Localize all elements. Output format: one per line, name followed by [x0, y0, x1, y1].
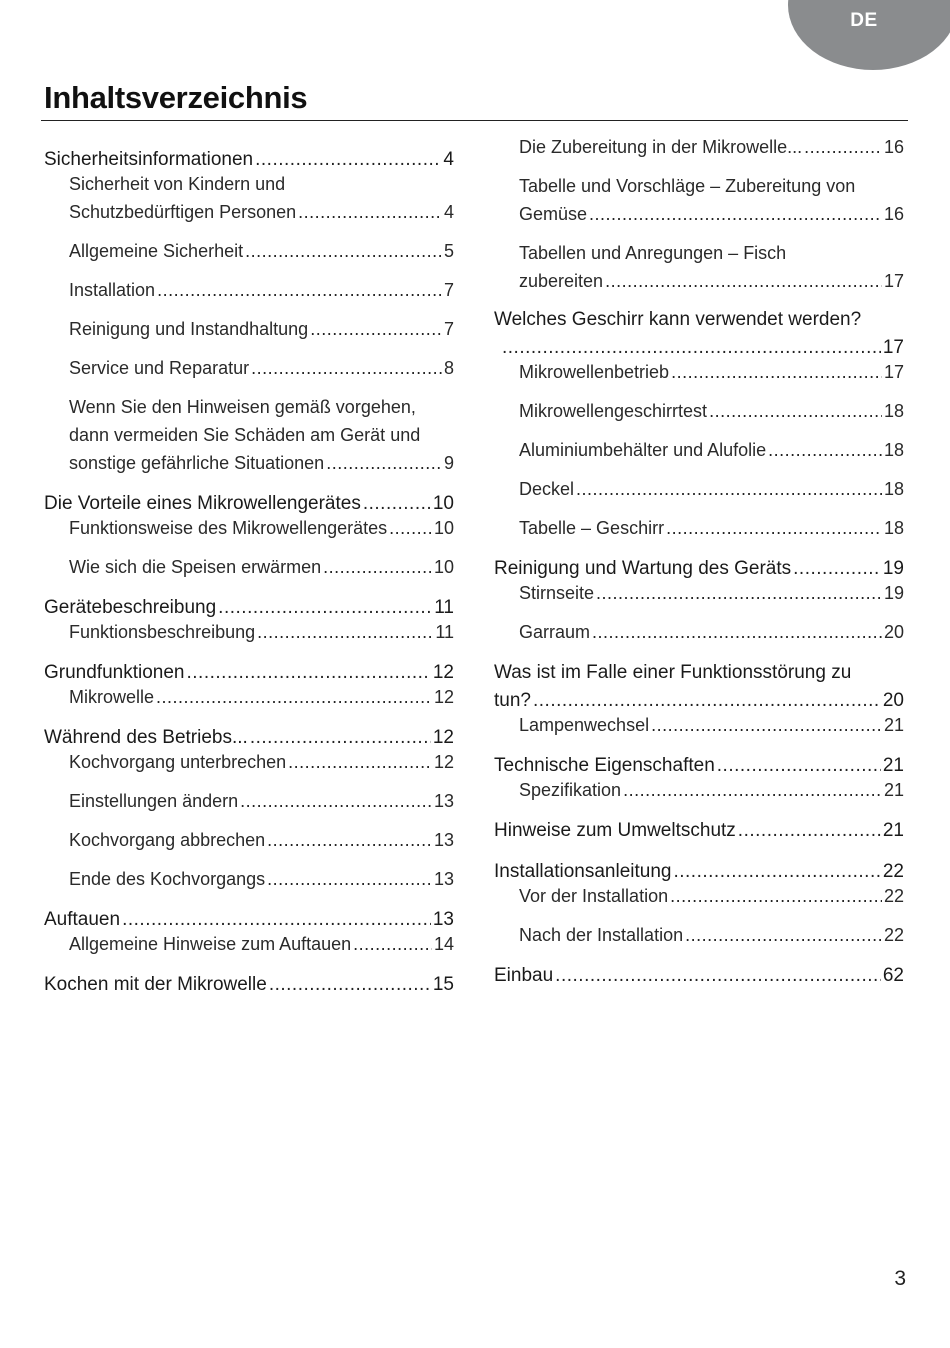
toc-page-number: 9	[443, 453, 454, 473]
toc-page-number: 17	[883, 362, 904, 382]
toc-entry-spezifikation[interactable]: Spezifikation ..... 21	[519, 776, 904, 804]
toc-page-number: 19	[883, 583, 904, 603]
toc-entry-installationsanleitung[interactable]: Installationsanleitung ..... 22	[494, 858, 904, 886]
toc-page-number: 17	[882, 337, 904, 358]
toc-right-column	[494, 133, 904, 990]
toc-entry-umweltschutz[interactable]: Hinweise zum Umweltschutz ..... 21	[494, 817, 904, 845]
toc-page-number: 19	[882, 558, 904, 579]
toc-page-number: 18	[883, 518, 904, 538]
toc-entry-hinweise-auftauen[interactable]: Allgemeine Hinweise zum Auftauen ..... 14	[69, 930, 454, 958]
toc-page-number: 4	[443, 202, 454, 222]
toc-entry-mikrowellengeschirrtest[interactable]: Mikrowellengeschirrtest ..... 18	[519, 397, 904, 425]
toc-page-number: 4	[443, 149, 454, 170]
toc-entry-installation[interactable]: Installation ..... 7	[69, 276, 454, 304]
toc-page-number: 16	[883, 204, 904, 224]
toc-entry-fisch-zubereiten[interactable]: Tabellen und Anregungen – Fisch zubereiten ..... 17	[519, 239, 904, 295]
page-number: 3	[894, 1267, 906, 1290]
toc-entry-zubereitung-mikrowelle[interactable]: Die Zubereitung in der Mikrowelle... ..... 16	[519, 133, 904, 161]
toc-entry-stirnseite[interactable]: Stirnseite ..... 19	[519, 579, 904, 607]
toc-entry-funktionsweise[interactable]: Funktionsweise des Mikrowellengerätes ..... 10	[69, 514, 454, 542]
toc-page-number: 13	[433, 791, 454, 811]
toc-entry-sicherheit-kinder[interactable]: Sicherheit von Kindern und Schutzbedürftigen Personen ..... 4	[69, 170, 454, 226]
toc-left-column	[44, 146, 454, 999]
toc-entry-speisen-erwaermen[interactable]: Wie sich die Speisen erwärmen ..... 10	[69, 553, 454, 581]
toc-page-number: 8	[443, 358, 454, 378]
toc-entry-sicherheitsinformationen[interactable]: Sicherheitsinformationen ..... 4	[44, 146, 454, 174]
toc-entry-grundfunktionen[interactable]: Grundfunktionen ..... 12	[44, 659, 454, 687]
toc-entry-auftauen[interactable]: Auftauen ..... 13	[44, 906, 454, 934]
toc-page-number: 20	[882, 690, 904, 711]
toc-entry-nach-installation[interactable]: Nach der Installation ..... 22	[519, 921, 904, 949]
toc-page-number: 16	[883, 137, 904, 157]
toc-page-number: 12	[432, 727, 454, 748]
toc-entry-reinigung-wartung[interactable]: Reinigung und Wartung des Geräts ..... 19	[494, 555, 904, 583]
toc-entry-technische-eigenschaften[interactable]: Technische Eigenschaften ..... 21	[494, 752, 904, 780]
toc-entry-einstellungen-aendern[interactable]: Einstellungen ändern ..... 13	[69, 787, 454, 815]
toc-entry-kochen-mikrowelle[interactable]: Kochen mit der Mikrowelle ..... 15	[44, 971, 454, 999]
toc-entry-waehrend-betriebs[interactable]: Während des Betriebs... ..... 12	[44, 724, 454, 752]
toc-entry-funktionsstoerung[interactable]: Was ist im Falle einer Funktionsstörung zu tun? ..... 20	[494, 659, 904, 715]
toc-entry-tabelle-geschirr[interactable]: Tabelle – Geschirr ..... 18	[519, 514, 904, 542]
toc-entry-mikrowellenbetrieb[interactable]: Mikrowellenbetrieb ..... 17	[519, 358, 904, 386]
toc-entry-einbau[interactable]: Einbau ..... 62	[494, 962, 904, 990]
toc-page-number: 12	[433, 752, 454, 772]
toc-page-number: 13	[432, 909, 454, 930]
toc-entry-service-reparatur[interactable]: Service und Reparatur ..... 8	[69, 354, 454, 382]
toc-page-number: 21	[882, 755, 904, 776]
toc-entry-vorteile-mikrowellengeraet[interactable]: Die Vorteile eines Mikrowellengerätes ..... 10	[44, 490, 454, 518]
toc-page-number: 12	[432, 662, 454, 683]
toc-page-number: 18	[883, 479, 904, 499]
toc-page-number: 15	[432, 974, 454, 995]
toc-entry-aluminiumbehaelter[interactable]: Aluminiumbehälter und Alufolie ..... 18	[519, 436, 904, 464]
title-divider	[41, 120, 908, 121]
toc-page-number: 22	[882, 861, 904, 882]
toc-entry-vor-installation[interactable]: Vor der Installation ..... 22	[519, 882, 904, 910]
toc-page-number: 12	[433, 687, 454, 707]
language-label: DE	[850, 10, 878, 31]
toc-page-number: 62	[882, 965, 904, 986]
toc-page-number: 5	[443, 241, 454, 261]
toc-page-number: 10	[433, 518, 454, 538]
toc-page-number: 11	[435, 622, 454, 642]
toc-entry-kochvorgang-abbrechen[interactable]: Kochvorgang abbrechen ..... 13	[69, 826, 454, 854]
toc-page-number: 22	[883, 886, 904, 906]
toc-page-number: 18	[883, 440, 904, 460]
toc-page-number: 21	[883, 780, 904, 800]
toc-entry-zubereitung-gemuese[interactable]: Tabelle und Vorschläge – Zubereitung von Gemüse ..... 16	[519, 172, 904, 228]
toc-entry-welches-geschirr[interactable]: Welches Geschirr kann verwendet werden? ..... 17	[494, 306, 904, 362]
toc-page-number: 21	[883, 715, 904, 735]
toc-entry-hinweise-vorgehen[interactable]: Wenn Sie den Hinweisen gemäß vorgehen, dann vermeiden Sie Schäden am Gerät und sonstige gefährliche Situationen ..... 9	[69, 393, 454, 477]
toc-page-number: 21	[882, 820, 904, 841]
toc-page-number: 13	[433, 869, 454, 889]
toc-entry-funktionsbeschreibung[interactable]: Funktionsbeschreibung ..... 11	[69, 618, 454, 646]
toc-page-number: 10	[433, 557, 454, 577]
toc-entry-geraetebeschreibung[interactable]: Gerätebeschreibung ..... 11	[44, 594, 454, 622]
toc-entry-mikrowelle[interactable]: Mikrowelle ..... 12	[69, 683, 454, 711]
toc-entry-garraum[interactable]: Garraum ..... 20	[519, 618, 904, 646]
toc-page-number: 22	[883, 925, 904, 945]
toc-entry-deckel[interactable]: Deckel ..... 18	[519, 475, 904, 503]
toc-page-number: 13	[433, 830, 454, 850]
toc-entry-lampenwechsel[interactable]: Lampenwechsel ..... 21	[519, 711, 904, 739]
toc-page-number: 18	[883, 401, 904, 421]
toc-entry-kochvorgang-unterbrechen[interactable]: Kochvorgang unterbrechen ..... 12	[69, 748, 454, 776]
toc-page-number: 20	[883, 622, 904, 642]
toc-entry-allgemeine-sicherheit[interactable]: Allgemeine Sicherheit ..... 5	[69, 237, 454, 265]
toc-page-number: 7	[443, 280, 454, 300]
toc-page-number: 14	[433, 934, 454, 954]
toc-page-number: 17	[883, 271, 904, 291]
page-title: Inhaltsverzeichnis	[44, 80, 308, 115]
toc-page-number: 7	[443, 319, 454, 339]
toc-page-number: 11	[434, 597, 454, 618]
toc-entry-reinigung-instandhaltung[interactable]: Reinigung und Instandhaltung ..... 7	[69, 315, 454, 343]
toc-page-number: 10	[432, 493, 454, 514]
toc-entry-ende-kochvorgang[interactable]: Ende des Kochvorgangs ..... 13	[69, 865, 454, 893]
